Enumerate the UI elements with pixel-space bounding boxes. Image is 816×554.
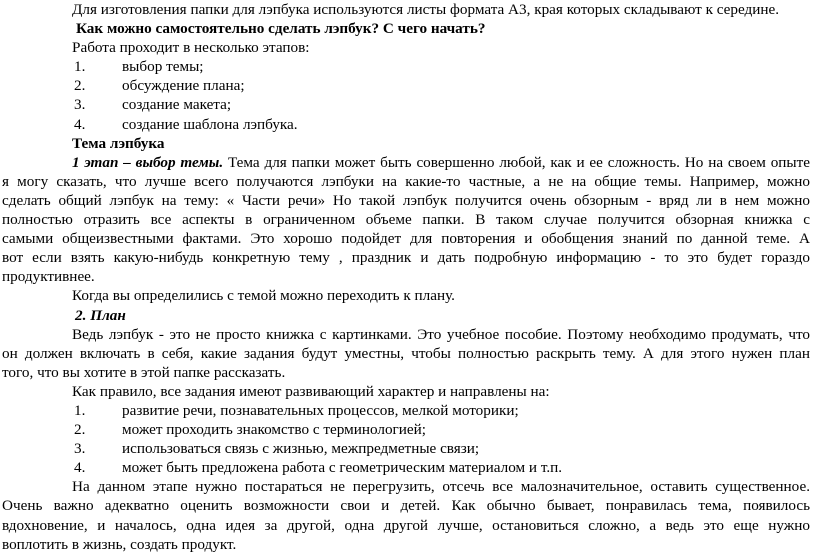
list-item-number: 2.	[74, 77, 86, 95]
list-item-number: 1.	[74, 401, 86, 419]
list-item-text: развитие речи, познавательных процессов, мелкой моторики;	[122, 401, 519, 419]
list-item-number: 3.	[74, 440, 86, 458]
heading-theme: Тема лэпбука	[72, 134, 165, 152]
paragraph-line	[2, 153, 810, 172]
heading-plan: 2. План	[75, 306, 126, 324]
paragraph-line: самыми общеизвестными фактами. Это хорошо подойдет для повторения и обобщения знаний по данной теме. А	[2, 230, 810, 248]
paragraph-line: Ведь лэпбук - это не просто книжка с картинками. Это учебное пособие. Поэтому необходимо продумать, что	[72, 325, 810, 343]
list-item-number: 1.	[74, 58, 86, 76]
tasks-list	[2, 401, 810, 477]
list-item-text: создание шаблона лэпбука.	[122, 115, 298, 133]
list-item-text: обсуждение плана;	[122, 77, 245, 95]
list-item	[2, 439, 810, 458]
stages-list	[2, 57, 810, 133]
list-item-number: 2.	[74, 421, 86, 439]
paragraph-line: Очень важно адекватно оценить возможности свои и детей. Как обычно бывает, понравилась тема, появилось	[2, 497, 810, 515]
paragraph-line: я могу сказать, что лучше всего получаются лэпбуки на какие-то частные, а не на общие темы. Например, можно	[2, 172, 810, 190]
list-item-number: 4.	[74, 115, 86, 133]
heading-how-to-start: Как можно самостоятельно сделать лэпбук? С чего начать?	[76, 20, 486, 38]
paragraph-line: того, что вы хотите в этой папке рассказать.	[2, 363, 286, 381]
list-item	[2, 57, 810, 76]
paragraph-line: воплотить в жизнь, создать продукт.	[2, 535, 237, 553]
stage1-paragraph	[2, 153, 810, 287]
list-item	[2, 458, 810, 477]
list-item	[2, 95, 810, 114]
list-item	[2, 420, 810, 439]
list-item-text: может проходить знакомство с терминологией;	[122, 421, 426, 439]
list-item	[2, 115, 810, 134]
paragraph-line: На данном этапе нужно постараться не перегрузить, отсечь все малозначительное, оставить существенное.	[72, 478, 810, 496]
paragraph-line: вдохновение, и началось, одна идея за другой, одна другой лучше, остановиться сложно, а ведь это еще нужно	[2, 516, 810, 534]
tasks-intro: Как правило, все задания имеют развивающий характер и направлены на:	[72, 382, 550, 400]
list-item-text: использоваться связь с жизнью, межпредметные связи;	[122, 440, 480, 458]
list-item	[2, 76, 810, 95]
stage1-text: Тема для папки может быть совершенно любой, как и ее сложность. Но на своем опыте	[223, 153, 811, 171]
paragraph-line: он должен включать в себя, какие задания будут уместны, чтобы полностью раскрыть тему. А для этого нужен план	[2, 344, 810, 362]
paragraph-line: полностью отразить все аспекты в ограниченном объеме папки. В таком случае получится обзорная книжка с	[2, 211, 810, 229]
stages-intro: Работа проходит в несколько этапов:	[72, 39, 310, 57]
stage1-title: 1 этап – выбор темы.	[72, 153, 224, 171]
list-item-text: может быть предложена работа с геометрическим материалом и т.п.	[122, 459, 563, 477]
list-item-text: создание макета;	[122, 96, 232, 114]
list-item-number: 4.	[74, 459, 86, 477]
intro-paragraph: Для изготовления папки для лэпбука используются листы формата А3, края которых складывают к середине.	[72, 1, 780, 18]
paragraph-line: сделать общий лэпбук на тему: « Части речи» Но такой лэпбук получится очень обзорным - вряд ли в нем можно	[2, 191, 810, 209]
list-item-text: выбор темы;	[122, 58, 204, 76]
paragraph-line: вот если взять какую-нибудь конкретную тему , праздник и дать подробную информацию - то это будет гораздо	[2, 249, 810, 267]
closing-paragraph	[2, 477, 810, 553]
list-item-number: 3.	[74, 96, 86, 114]
list-item	[2, 401, 810, 420]
plan-paragraph	[2, 325, 810, 382]
plan-transition: Когда вы определились с темой можно переходить к плану.	[72, 287, 455, 305]
paragraph-line: продуктивнее.	[2, 268, 95, 286]
